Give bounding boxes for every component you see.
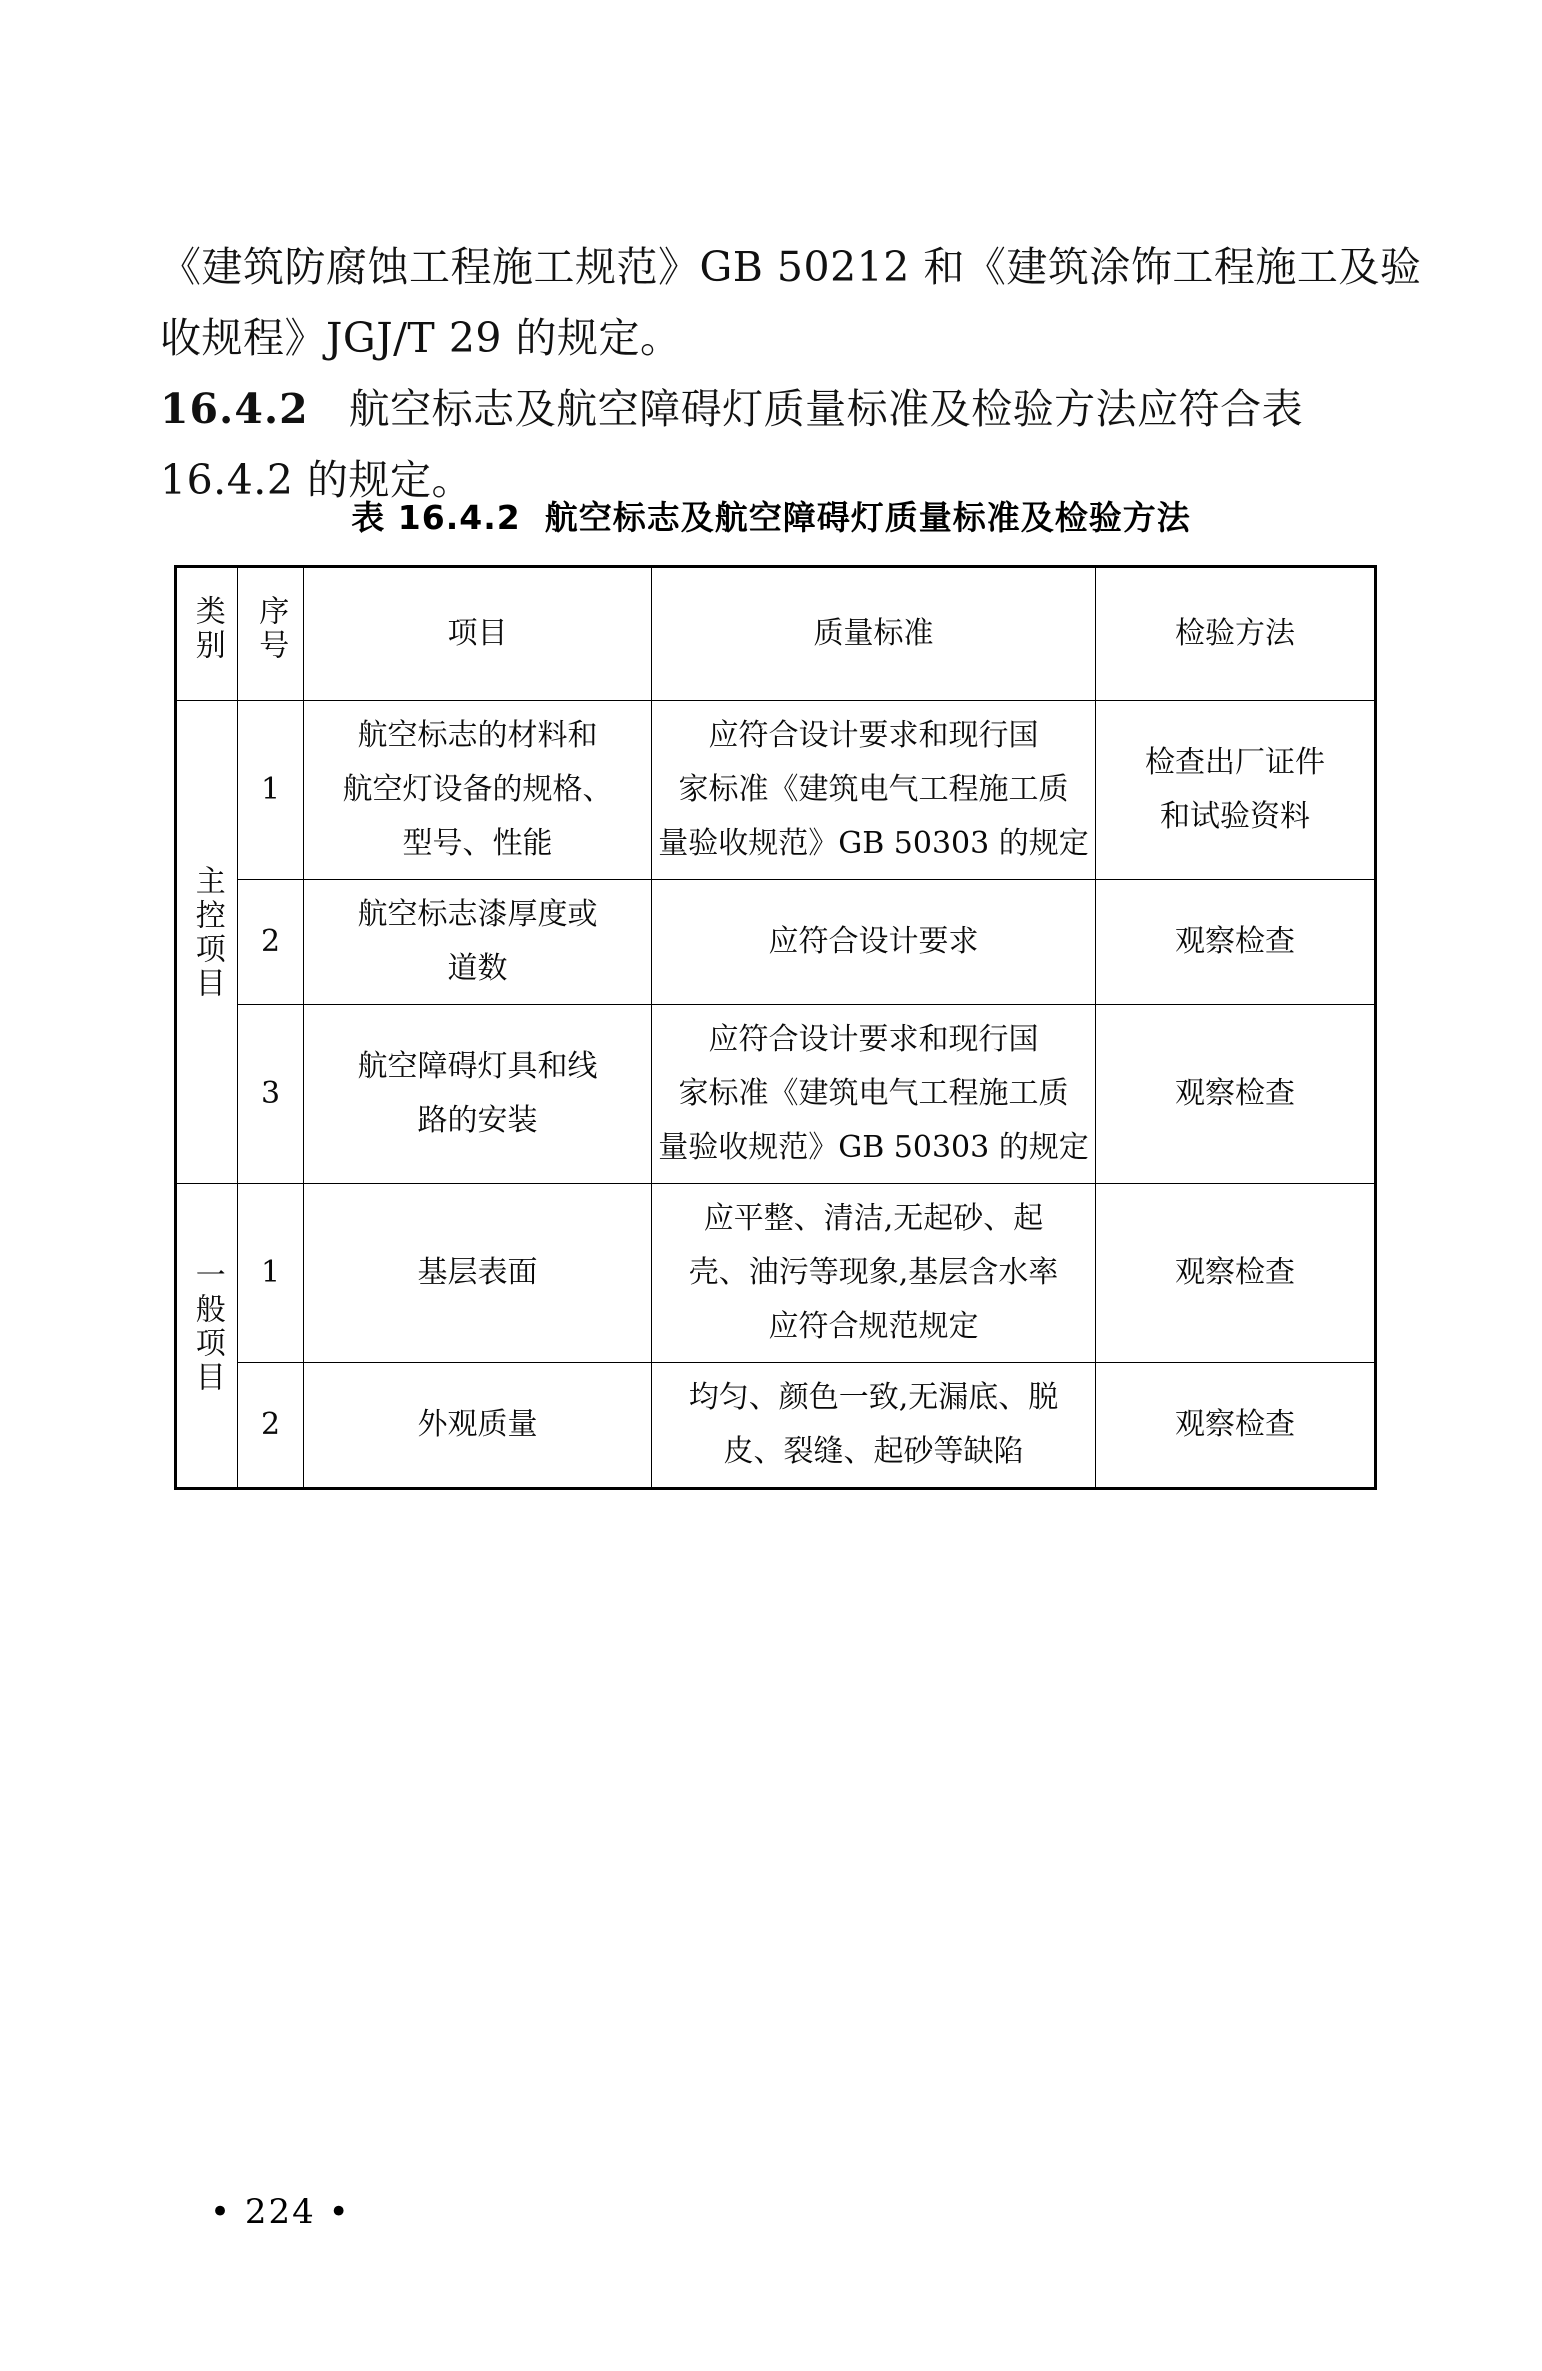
table-row xyxy=(176,880,1376,1005)
header-standard: 质量标准 xyxy=(652,567,1096,701)
row-serial: 2 xyxy=(238,880,304,1005)
group-category-main xyxy=(176,701,238,1184)
table-header-row xyxy=(176,567,1376,701)
table-row xyxy=(176,1363,1376,1489)
row-serial: 1 xyxy=(238,701,304,880)
row-inspection-line: 检查出厂证件 xyxy=(1145,745,1325,780)
quality-standard-table xyxy=(174,565,1377,1490)
clause-number: 16.4.2 xyxy=(160,385,309,433)
row-standard-line: 应符合设计要求 xyxy=(768,924,979,959)
table-row xyxy=(176,1005,1376,1184)
row-item-line: 型号、性能 xyxy=(402,826,553,861)
row-standard-line: 壳、油污等现象,基层含水率 xyxy=(688,1255,1059,1290)
table-caption-number: 表 16.4.2 xyxy=(351,498,521,537)
row-inspection-line: 和试验资料 xyxy=(1160,799,1310,834)
group-category-main-label: 主控项目 xyxy=(189,865,225,1001)
row-item xyxy=(304,701,652,880)
row-item-line: 路的安装 xyxy=(417,1103,538,1138)
clause-line-2: 16.4.2 的规定。 xyxy=(160,456,473,504)
group-category-general-label: 一般项目 xyxy=(189,1258,225,1395)
row-item-line: 外观质量 xyxy=(417,1407,538,1442)
clause-line-1 xyxy=(160,374,1390,445)
row-standard-line: 皮、裂缝、起砂等缺陷 xyxy=(723,1434,1024,1469)
table-row xyxy=(176,1184,1376,1363)
row-item xyxy=(304,1005,652,1184)
row-serial: 1 xyxy=(238,1184,304,1363)
row-standard-line: 应符合设计要求和现行国 xyxy=(708,1022,1039,1057)
header-category-label: 类别 xyxy=(189,594,225,663)
row-item xyxy=(304,1363,652,1489)
body-text-block xyxy=(160,232,1422,516)
row-serial: 2 xyxy=(238,1363,304,1489)
row-standard-line: 家标准《建筑电气工程施工质 xyxy=(678,772,1069,807)
page-number: • 224 • xyxy=(210,2192,351,2232)
row-standard-line: 应平整、清洁,无起砂、起 xyxy=(703,1201,1044,1236)
row-item-line: 航空标志漆厚度或 xyxy=(357,897,598,932)
row-inspection xyxy=(1096,701,1376,880)
header-inspection: 检验方法 xyxy=(1096,567,1376,701)
row-standard xyxy=(652,880,1096,1005)
table-row xyxy=(176,701,1376,880)
header-serial-label: 序号 xyxy=(253,594,289,663)
header-item: 项目 xyxy=(304,567,652,701)
table-caption-title: 航空标志及航空障碍灯质量标准及检验方法 xyxy=(544,498,1191,537)
row-item-line: 航空障碍灯具和线 xyxy=(357,1049,598,1084)
header-category xyxy=(176,567,238,701)
row-inspection-line: 观察检查 xyxy=(1175,924,1295,959)
row-standard-line: 应符合规范规定 xyxy=(768,1309,979,1344)
row-item-line: 航空灯设备的规格、 xyxy=(342,772,613,807)
row-inspection-line: 观察检查 xyxy=(1175,1255,1295,1290)
row-inspection xyxy=(1096,1005,1376,1184)
clause-text-1: 航空标志及航空障碍灯质量标准及检验方法应符合表 xyxy=(348,385,1304,433)
row-item xyxy=(304,880,652,1005)
row-standard xyxy=(652,1184,1096,1363)
table-caption xyxy=(0,492,1542,539)
row-standard-line: 应符合设计要求和现行国 xyxy=(708,718,1039,753)
group-category-general xyxy=(176,1184,238,1489)
row-serial: 3 xyxy=(238,1005,304,1184)
row-inspection xyxy=(1096,880,1376,1005)
row-item xyxy=(304,1184,652,1363)
row-inspection-line: 观察检查 xyxy=(1175,1407,1295,1442)
row-standard-line: 量验收规范》GB 50303 的规定 xyxy=(658,826,1089,861)
row-item-line: 道数 xyxy=(447,951,508,986)
paragraph-line-1: 《建筑防腐蚀工程施工规范》GB 50212 和《建筑涂饰工程施工及验 xyxy=(160,243,1422,291)
paragraph-line-2: 收规程》JGJ/T 29 的规定。 xyxy=(160,314,682,362)
row-standard-line: 均匀、颜色一致,无漏底、脱 xyxy=(688,1380,1059,1415)
header-serial xyxy=(238,567,304,701)
row-item-line: 航空标志的材料和 xyxy=(357,718,598,753)
row-standard xyxy=(652,1363,1096,1489)
quality-standard-table-wrap xyxy=(174,565,1374,1490)
row-item-line: 基层表面 xyxy=(417,1255,538,1290)
row-standard-line: 量验收规范》GB 50303 的规定 xyxy=(658,1130,1089,1165)
row-inspection xyxy=(1096,1363,1376,1489)
row-standard-line: 家标准《建筑电气工程施工质 xyxy=(678,1076,1069,1111)
row-inspection-line: 观察检查 xyxy=(1175,1076,1295,1111)
row-standard xyxy=(652,1005,1096,1184)
row-inspection xyxy=(1096,1184,1376,1363)
row-standard xyxy=(652,701,1096,880)
